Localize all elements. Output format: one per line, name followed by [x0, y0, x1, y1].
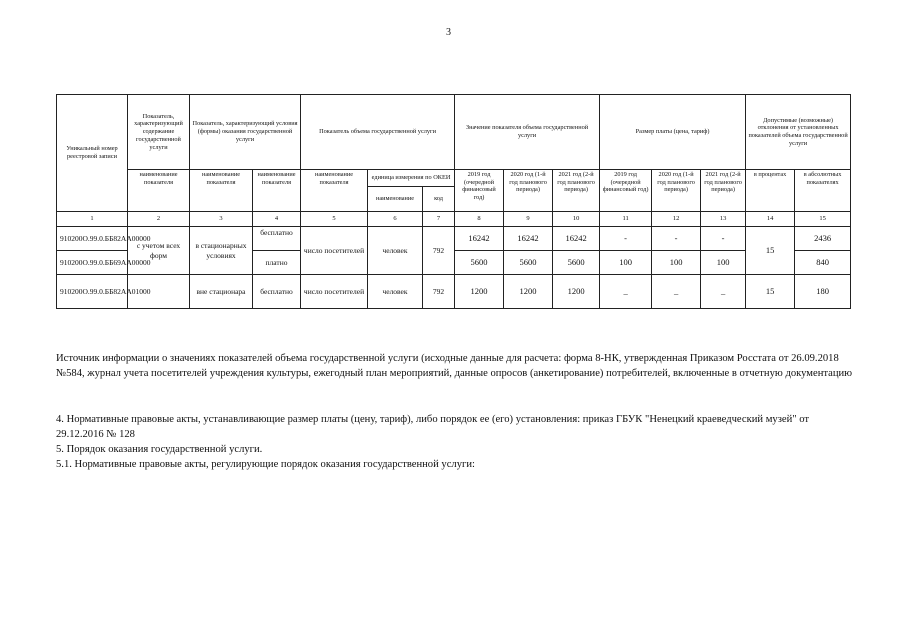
- header-unit-okei: единица измерения по ОКЕИ: [368, 170, 455, 187]
- item-5-text: 5. Порядок оказания государственной услуги.: [56, 444, 263, 456]
- column-number: 11: [600, 212, 652, 227]
- value-2021-cell: 1200: [553, 275, 600, 309]
- column-number: 4: [253, 212, 301, 227]
- header-unique-number: Уникальный номер реестровой записи: [57, 95, 128, 212]
- header-volume-value: Значение показателя объема государственной услуги: [455, 95, 600, 170]
- column-number: 1: [57, 212, 128, 227]
- header-fee: Размер платы (цена, тариф): [600, 95, 746, 170]
- section-4-5: [56, 412, 856, 472]
- column-number: 14: [746, 212, 795, 227]
- column-number: 9: [504, 212, 553, 227]
- table-row: [57, 227, 851, 251]
- header-value-2021: 2021 год (2-й год планового периода): [553, 170, 600, 212]
- form-cell: бесплатно: [253, 227, 301, 251]
- value-2019-cell: 1200: [455, 275, 504, 309]
- service-volume-table: [56, 94, 851, 309]
- percent-cell: 15: [746, 275, 795, 309]
- column-number: 13: [701, 212, 746, 227]
- content-cell: с учетом всех форм: [128, 227, 190, 275]
- fee-2021-cell: -: [701, 227, 746, 251]
- column-number: 3: [190, 212, 253, 227]
- absolute-cell: 2436: [795, 227, 851, 251]
- value-2020-cell: 5600: [504, 251, 553, 275]
- unit-cell: человек: [368, 227, 423, 275]
- value-2020-cell: 16242: [504, 227, 553, 251]
- header-content-name: наименование показателя: [128, 170, 190, 212]
- column-number: 10: [553, 212, 600, 227]
- column-number: 2: [128, 212, 190, 227]
- fee-2021-cell: 100: [701, 251, 746, 275]
- fee-2021-cell: _: [701, 275, 746, 309]
- column-number: 6: [368, 212, 423, 227]
- value-2021-cell: 5600: [553, 251, 600, 275]
- header-form-name: наименование показателя: [253, 170, 301, 212]
- table-row: [57, 275, 851, 309]
- value-2021-cell: 16242: [553, 227, 600, 251]
- column-number: 15: [795, 212, 851, 227]
- condition-cell: вне стационара: [190, 275, 253, 309]
- value-2019-cell: 16242: [455, 227, 504, 251]
- registry-code: 910200О.99.0.ББ69АА00000: [57, 251, 128, 275]
- value-2020-cell: 1200: [504, 275, 553, 309]
- fee-2020-cell: _: [652, 275, 701, 309]
- column-number: 5: [301, 212, 368, 227]
- source-text: Источник информации о значениях показателей объема государственной услуги (исходные данные для расчета: форма 8-НК, утвержденная Приказом Росстата от 26.09.2018 №584, журнал учета посетителей учреждения культуры, ежегодный план мероприятий, данные опросов (анкетирование) потребителей, включенные в отчетную документацию: [56, 353, 853, 380]
- header-absolute: в абсолютных показателях: [795, 170, 851, 212]
- item-4-text: 4. Нормативные правовые акты, устанавливающие размер платы (цену, тариф), либо порядок ее (его) установления: приказ ГБУК "Ненецкий краеведческий музей" от 29.12.2016 № 128: [56, 414, 810, 441]
- header-value-2020: 2020 год (1-й год планового периода): [504, 170, 553, 212]
- header-percent: в процентах: [746, 170, 795, 212]
- absolute-cell: 180: [795, 275, 851, 309]
- header-volume-indicator: Показатель объема государственной услуги: [301, 95, 455, 170]
- fee-2020-cell: -: [652, 227, 701, 251]
- header-conditions-indicator: Показатель, характеризующий условия (формы) оказания государственной услуги: [190, 95, 301, 170]
- indicator-cell: число посетителей: [301, 227, 368, 275]
- header-unit-name: наименование: [368, 187, 423, 212]
- registry-code: 910200О.99.0.ББ82АА01000: [57, 275, 128, 309]
- fee-2019-cell: -: [600, 227, 652, 251]
- header-condition-name: наименование показателя: [190, 170, 253, 212]
- item-5-1-text: 5.1. Нормативные правовые акты, регулирующие порядок оказания государственной услуги:: [56, 459, 475, 471]
- fee-2019-cell: 100: [600, 251, 652, 275]
- header-fee-2019: 2019 год (очередной финансовый год): [600, 170, 652, 212]
- unit-cell: человек: [368, 275, 423, 309]
- header-value-2019: 2019 год (очередной финансовый год): [455, 170, 504, 212]
- header-indicator-name: наименование показателя: [301, 170, 368, 212]
- header-content-indicator: Показатель, характеризующий содержание государственной услуги: [128, 95, 190, 170]
- column-number: 8: [455, 212, 504, 227]
- unit-code-cell: 792: [423, 275, 455, 309]
- form-cell: платно: [253, 251, 301, 275]
- header-unit-code: код: [423, 187, 455, 212]
- fee-2020-cell: 100: [652, 251, 701, 275]
- absolute-cell: 840: [795, 251, 851, 275]
- condition-cell: в стационарных условиях: [190, 227, 253, 275]
- form-cell: бесплатно: [253, 275, 301, 309]
- registry-code: 910200О.99.0.ББ82АА00000: [57, 227, 128, 251]
- header-fee-2020: 2020 год (1-й год планового периода): [652, 170, 701, 212]
- header-fee-2021: 2021 год (2-й год планового периода): [701, 170, 746, 212]
- column-number: 12: [652, 212, 701, 227]
- indicator-cell: число посетителей: [301, 275, 368, 309]
- header-deviation: Допустимые (возможные) отклонения от установленных показателей объема государственной услуги: [746, 95, 851, 170]
- source-paragraph: [56, 351, 856, 381]
- page-number: 3: [446, 27, 451, 38]
- value-2019-cell: 5600: [455, 251, 504, 275]
- column-number: 7: [423, 212, 455, 227]
- percent-cell: 15: [746, 227, 795, 275]
- unit-code-cell: 792: [423, 227, 455, 275]
- fee-2019-cell: _: [600, 275, 652, 309]
